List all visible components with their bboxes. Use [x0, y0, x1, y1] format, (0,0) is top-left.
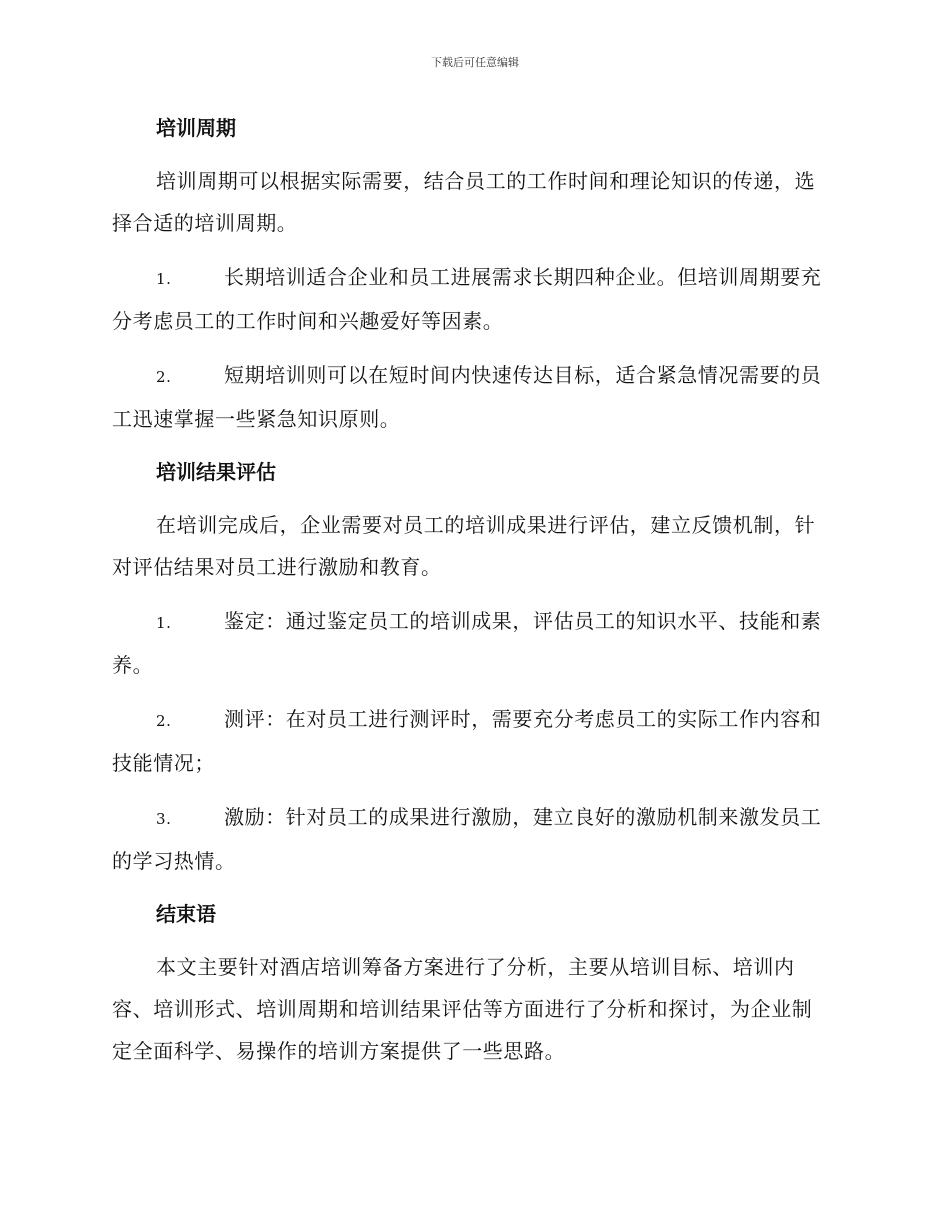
list-number: 1. — [156, 270, 172, 288]
list-text: 测评：在对员工进行测评时，需要充分考虑员工的实际工作内容和技能情况； — [112, 707, 822, 775]
list-item — [112, 796, 832, 882]
section-heading-result-evaluation: 培训结果评估 — [156, 460, 276, 484]
page-header: 下载后可任意编辑 — [431, 56, 519, 69]
list-number: 2. — [156, 368, 172, 386]
list-item — [112, 256, 832, 342]
list-number: 1. — [156, 614, 172, 632]
list-text: 鉴定：通过鉴定员工的培训成果，评估员工的知识水平、技能和素养。 — [112, 609, 822, 677]
list-text: 激励：针对员工的成果进行激励，建立良好的激励机制来激发员工的学习热情。 — [112, 805, 822, 873]
list-text: 短期培训则可以在短时间内快速传达目标，适合紧急情况需要的员工迅速掌握一些紧急知识原则。 — [112, 363, 822, 431]
section-paragraph: 培训周期可以根据实际需要，结合员工的工作时间和理论知识的传递，选择合适的培训周期。 — [112, 169, 816, 235]
list-number: 2. — [156, 712, 172, 730]
section-paragraph: 本文主要针对酒店培训筹备方案进行了分析，主要从培训目标、培训内容、培训形式、培训周期和培训结果评估等方面进行了分析和探讨，为企业制定全面科学、易操作的培训方案提供了一些思路。 — [112, 955, 813, 1063]
section-paragraph: 在培训完成后，企业需要对员工的培训成果进行评估，建立反馈机制，针对评估结果对员工进行激励和教育。 — [112, 513, 816, 579]
list-item — [112, 600, 832, 686]
document-body — [112, 108, 832, 1084]
section-heading-training-period: 培训周期 — [156, 116, 236, 140]
list-number: 3. — [156, 810, 172, 828]
list-item — [112, 698, 832, 784]
list-text: 长期培训适合企业和员工进展需求长期四种企业。但培训周期要充分考虑员工的工作时间和兴趣爱好等因素。 — [112, 265, 822, 333]
section-heading-conclusion: 结束语 — [156, 902, 216, 926]
list-item — [112, 354, 832, 440]
